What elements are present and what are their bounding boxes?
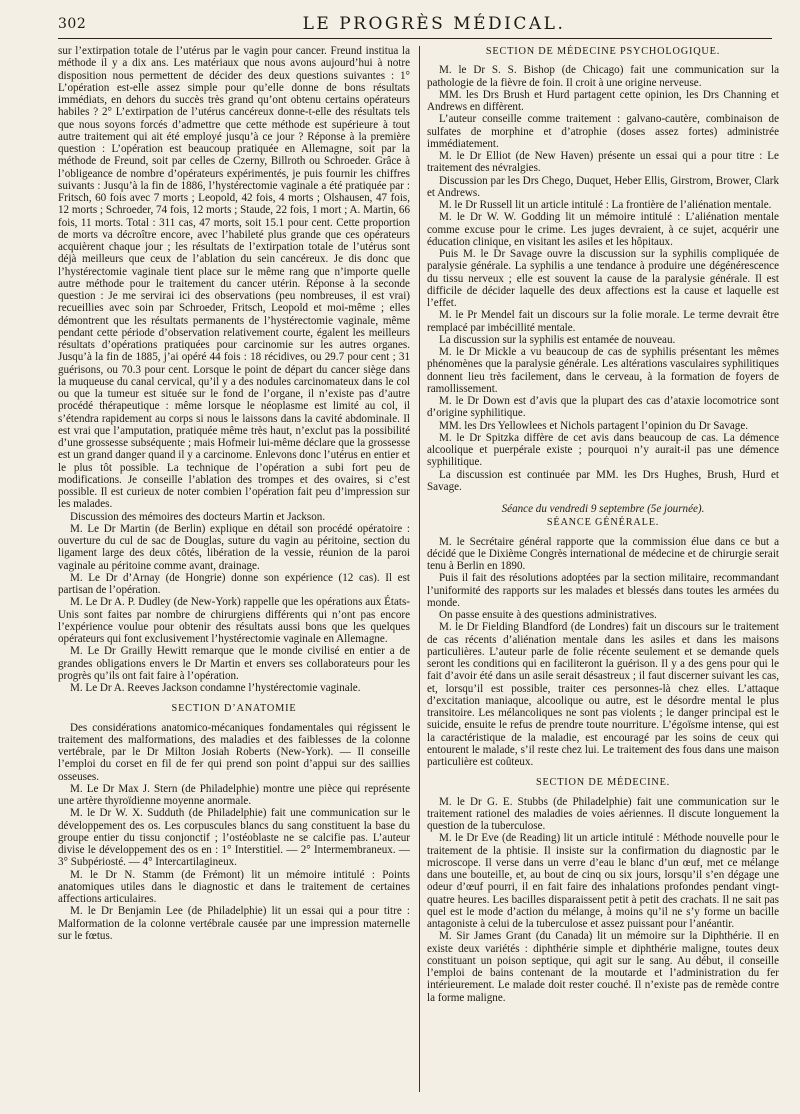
paragraph: Discussion par les Drs Chego, Duquet, Heber Ellis, Girstrom, Brower, Clark et Andrews. [427, 174, 779, 199]
paragraph: M. Le Dr Max J. Stern (de Philadelphie) montre une pièce qui représente une artère thyroïdienne moyenne anormale. [58, 782, 410, 807]
paragraph: M. le Secrétaire général rapporte que la commission élue dans ce but a décidé que le Dixième Congrès international de médecine et de chirurgie serait tenu à Berlin en 1890. [427, 535, 779, 572]
section-heading: SECTION DE MÉDECINE. [535, 777, 671, 789]
paragraph: M. le Dr S. S. Bishop (de Chicago) fait une communication sur la pathologie de la fièvre de foin. Il croit à une origine nerveuse. [427, 64, 779, 89]
paragraph: Puis il fait des résolutions adoptées par la section militaire, recommandant l’uniformité des rapports sur les malades et blessés dans toutes les armées du monde. [427, 572, 779, 609]
paragraph: La discussion est continuée par MM. les Drs Hughes, Brush, Hurd et Savage. [427, 468, 779, 493]
section-heading: SECTION D’ANATOMIE [171, 703, 297, 715]
header-rule [58, 38, 772, 39]
paragraph: M. le Dr N. Stamm (de Frémont) lit un mémoire intitulé : Points anatomiques utiles dans le diagnostic et dans le traitement de certaines affections articulaires. [58, 868, 410, 905]
paragraph: M. Le Dr A. P. Dudley (de New-York) rappelle que les opérations aux États-Unis sont faites par nombre de chirurgiens différents qui n’ont pas encore l’expérience voulue pour obtenir des résultats aussi bons que les quelques opérateurs qui font exclusivement l’hystérectomie vaginale en Allemagne. [58, 596, 410, 645]
paragraph: M. Le Dr Martin (de Berlin) explique en détail son procédé opératoire : ouverture du cul de sac de Douglas, suture du vagin au péritoine, section du ligament large des deux côtés, libération de la vessie, réunion de la paroi vaginale au péritoine comme avant, drainage. [58, 522, 410, 572]
paragraph: M. le Dr Elliot (de New Haven) présente un essai qui a pour titre : Le traitement des névralgies. [427, 150, 779, 175]
session-heading: Séance du vendredi 9 septembre (5e journée). [501, 503, 705, 515]
paragraph: M. le Dr Russell lit un article intitulé : La frontière de l’aliénation mentale. [439, 199, 772, 211]
paragraph: M. le Dr G. E. Stubbs (de Philadelphie) fait une communication sur le traitement rationel des maladies de voies aériennes. Il discute longuement la question de la tuberculose. [427, 795, 779, 832]
paragraph: M. le Dr Benjamin Lee (de Philadelphie) lit un essai qui a pour titre : Malformation de la colonne vertébrale causée par une impression maternelle sur le fœtus. [58, 905, 410, 942]
paragraph: M. le Dr Mickle a vu beaucoup de cas de syphilis présentant les mêmes phénomènes que la paralysie générale. Les altérations vasculaires syphilitiques donnent lieu très facilement, dans le cerveau, à la formation de foyers de ramollissement. [427, 346, 779, 395]
paragraph: Puis M. le Dr Savage ouvre la discussion sur la syphilis compliquée de paralysie générale. La syphilis a une tendance à produire une dégénérescence du tissu nerveux ; elle est souvent la cause de la paralysie générale. Il est difficile de décider laquelle des deux affections est la cause et laquelle est l’effet. [427, 248, 779, 309]
paragraph: M. le Dr Fielding Blandford (de Londres) fait un discours sur le traitement de cas récents d’aliénation mentale dans les asiles et dans les maisons particulières. L’auteur parle de folie récente seulement et se demande quels seront les conditions qui en faciliteront la guérison. Il y a des gens pour qui le fait d’avoir été dans un asile serait désastreux ; il faut discerner suivant les cas, et, lorsqu’il est possible, traiter ces personnes-là chez elles. L’attaque d’excitation maniaque, alcoolique ou autre, est le désordre mental le plus transitoire. Les mélancoliques ne sont pas violents ; le danger principal est le suicide, ensuite le refus de prendre toute nourriture. L’égoïsme intense, qui est la caractéristique de la maladie, est encouragé par les soins de ceux qui entourent le malade, s’il reste chez lui. Le traitement des fous dans une maison particulière est coûteux. [427, 621, 779, 768]
paragraph: La discussion sur la syphilis est entamée de nouveau. [439, 333, 676, 346]
paragraph: sur l’extirpation totale de l’utérus par le vagin pour cancer. Freund institua la méthode il y a dix ans. Les matériaux que nous avons aujourd’hui à notre disposition nous permettent de décider des deux questions suivantes : 1° L’opération est-elle assez simple pour qu’elle donne de bons résultats immédiats, en dehors du succès très grand qu’ont obtenu certains opérateurs habiles ? 2° L’extirpation de l’utérus cancéreux donne-t-elle des résultats tels que nous soyons forcés d’admettre que cette méthode est supérieure à tout autre traitement qui ait été employé jusqu’à ce jour ? Réponse à la première question : L’opération est beaucoup pratiquée en Allemagne, soit par la méthode de Freund, soit par celles de Czerny, Billroth ou Schroeder. Grâce à l’obligeance de nombre d’opérateurs expérimentés, je puis fournir les chiffres suivants : Jusqu’à la fin de 1886, l’hystérectomie vaginale a été pratiquée par : Fritsch, 60 fois avec 7 morts ; Leopold, 42 fois, 4 morts ; Olshausen, 47 fois, 12 morts ; Schroeder, 74 fois, 12 morts ; Staude, 22 fois, 1 mort ; A. Martin, 66 fois, 11 morts. Total : 311 cas, 47 morts, soit 15.1 pour cent. Cette proportion de morts va décroître encore, avec l’habileté plus grande que ces opérateurs acquièrent chaque jour ; les résultats de l’extirpation totale de l’utérus sont déjà meilleurs que ceux de l’ablation du sein cancéreux. Je dis donc que l’hystérectomie vaginale tient place sur le même rang que n’importe quelle autre méthode pour le traitement du cancer utérin. Réponse à la seconde question : Je me servirai ici des observations (peu nombreuses, il est vrai) recueillies avec soin par Schroeder, Fritsch, Leopold et moi-même ; elles démontrent que les résultats permanents de l’hystérectomie vaginale, même pendant cette période d’observation relativement courte, égalent les meilleurs résultats d’opérations pratiquées pour carcinomie sur les autres organes. Jusqu’à la fin de 1885, j’ai opéré 44 fois : 18 récidives, ou 29.7 pour cent ; 31 guérisons, ou 70.3 pour cent. Lorsque le point de départ du cancer siège dans la muqueuse du canal cervical, qu’il y a des nodules carcinomateux dans le col ou que la tumeur est située sur le fond de l’organe, il n’existe pas d’autre procédé thérapeutique : même lorsque le néoplasme est limité au col, il s’étendra rapidement au corps si nous le laissons dans la cavité abdominale. Il est vrai que l’amputation, pratiquée même très haut, n’exclut pas la possibilité d’une grossesse subséquente ; mais Hofmeir lui-même déclare que la grossesse est un grand danger quand il y a carcinome. Enlevons donc l’utérus en entier et le plus tôt possible. La technique de l’opération a subi fort peu de modifications. Je conseille l’ablation des trompes et des ovaires, si c’est possible. Il est curieux de noter combien l’opération fait peu d’impression sur les malades. [58, 45, 410, 511]
section-heading: SÉANCE GÉNÉRALE. [546, 517, 660, 529]
page-number: 302 [58, 16, 87, 32]
paragraph: M. Le Dr A. Reeves Jackson condamne l’hystérectomie vaginale. [70, 682, 361, 694]
running-head [58, 14, 770, 34]
paragraph: M. le Dr Down est d’avis que la plupart des cas d’ataxie locomotrice sont d’origine syphilitique. [427, 395, 779, 420]
left-column [58, 45, 410, 1085]
paragraph: MM. les Drs Yellowlees et Nichols partagent l’opinion du Dr Savage. [439, 419, 749, 432]
paragraph: Des considérations anatomico-mécaniques fondamentales qui régissent le traitement des malformations, des maladies et des faiblesses de la colonne vertébrale, par le Dr Milton Josiah Roberts (New-York). — Il conseille l’emploi du corset en fil de fer qui prend son point d’appui sur des saillies osseuses. [58, 721, 410, 783]
paragraph: Discussion des mémoires des docteurs Martin et Jackson. [70, 510, 326, 523]
right-column [427, 45, 779, 1085]
paragraph: L’auteur conseille comme traitement : galvano-cautère, combinaison de sulfates de morphine et d’atrophie (doses assez fortes) administrée immédiatement. [427, 113, 779, 150]
column-divider [419, 46, 420, 1092]
paragraph: M. le Dr W. W. Godding lit un mémoire intitulé : L’aliénation mentale comme excuse pour le crime. Les juges devraient, à ce sujet, acquérir une éducation clinique, en visitant les asiles et les hôpitaux. [427, 211, 779, 248]
paragraph: M. le Pr Mendel fait un discours sur la folie morale. Le terme devrait être remplacé par imbécillité mentale. [427, 309, 779, 334]
paragraph: On passe ensuite à des questions administratives. [439, 609, 657, 621]
journal-title: LE PROGRÈS MÉDICAL. [302, 14, 566, 34]
paragraph: M. Le Dr Grailly Hewitt remarque que le monde civilisé en entier a de grandes obligations envers le Dr Martin et envers ses collaborateurs pour les progrès qu’ils ont fait faire à l’opération. [58, 645, 410, 682]
paragraph: M. Le Dr d’Arnay (de Hongrie) donne son expérience (12 cas). Il est partisan de l’opération. [58, 571, 410, 596]
paragraph: MM. les Drs Brush et Hurd partagent cette opinion, les Drs Channing et Andrews en diffèrent. [427, 88, 779, 113]
paragraph: M. le Dr Spitzka diffère de cet avis dans beaucoup de cas. La démence alcoolique et puerpérale existe ; pourquoi n’y aurait-il pas une démence syphilitique. [427, 431, 779, 469]
section-heading: SECTION DE MÉDECINE PSYCHOLOGIQUE. [485, 46, 721, 57]
paragraph: M. le Dr Eve (de Reading) lit un article intitulé : Méthode nouvelle pour le traitement de la phtisie. Il insiste sur la confirmation du diagnostic par le microscope. Il verse dans un verre d’eau le blanc d’un œuf, met ce mélange dans une bouteille, et, au bout de cinq ou six jours, lorsqu’il s’en dégage une odeur d’œuf pourri, il en fait faire des inhalations profondes pendant vingt-quatre heures. Les bacilles disparaissent petit à petit des crachats. Il ne sait pas quel est le mode d’action du mélange, à moins qu’il ne s’y forme un bacille antagoniste à celui de la tuberculose et assez puissant pour l’anéantir. [427, 832, 779, 930]
paragraph: M. le Dr W. X. Sudduth (de Philadelphie) fait une communication sur le développement des os. Les corpuscules blancs du sang constituent la base du groupe entier du tissu conjonctif ; l’ostéoblaste ne se calcifie pas. L’auteur divise le développement des os en : 1° Interstitiel. — 2° Intermembraneux. — 3° Subpériosté. — 4° Intercartilagineux. [58, 807, 410, 869]
paragraph: M. Sir James Grant (du Canada) lit un mémoire sur la Diphthérie. Il en existe deux variétés : diphthérie simple et diphthérie maligne, toutes deux constituant un poison septique, qui agit sur le sang. Au début, il conseille l’emploi de bains contenant de la moutarde et l’administration du fer intérieurement. Le malade doit rester couché. Il n’existe pas de remède contre la forme maligne. [427, 930, 779, 1004]
